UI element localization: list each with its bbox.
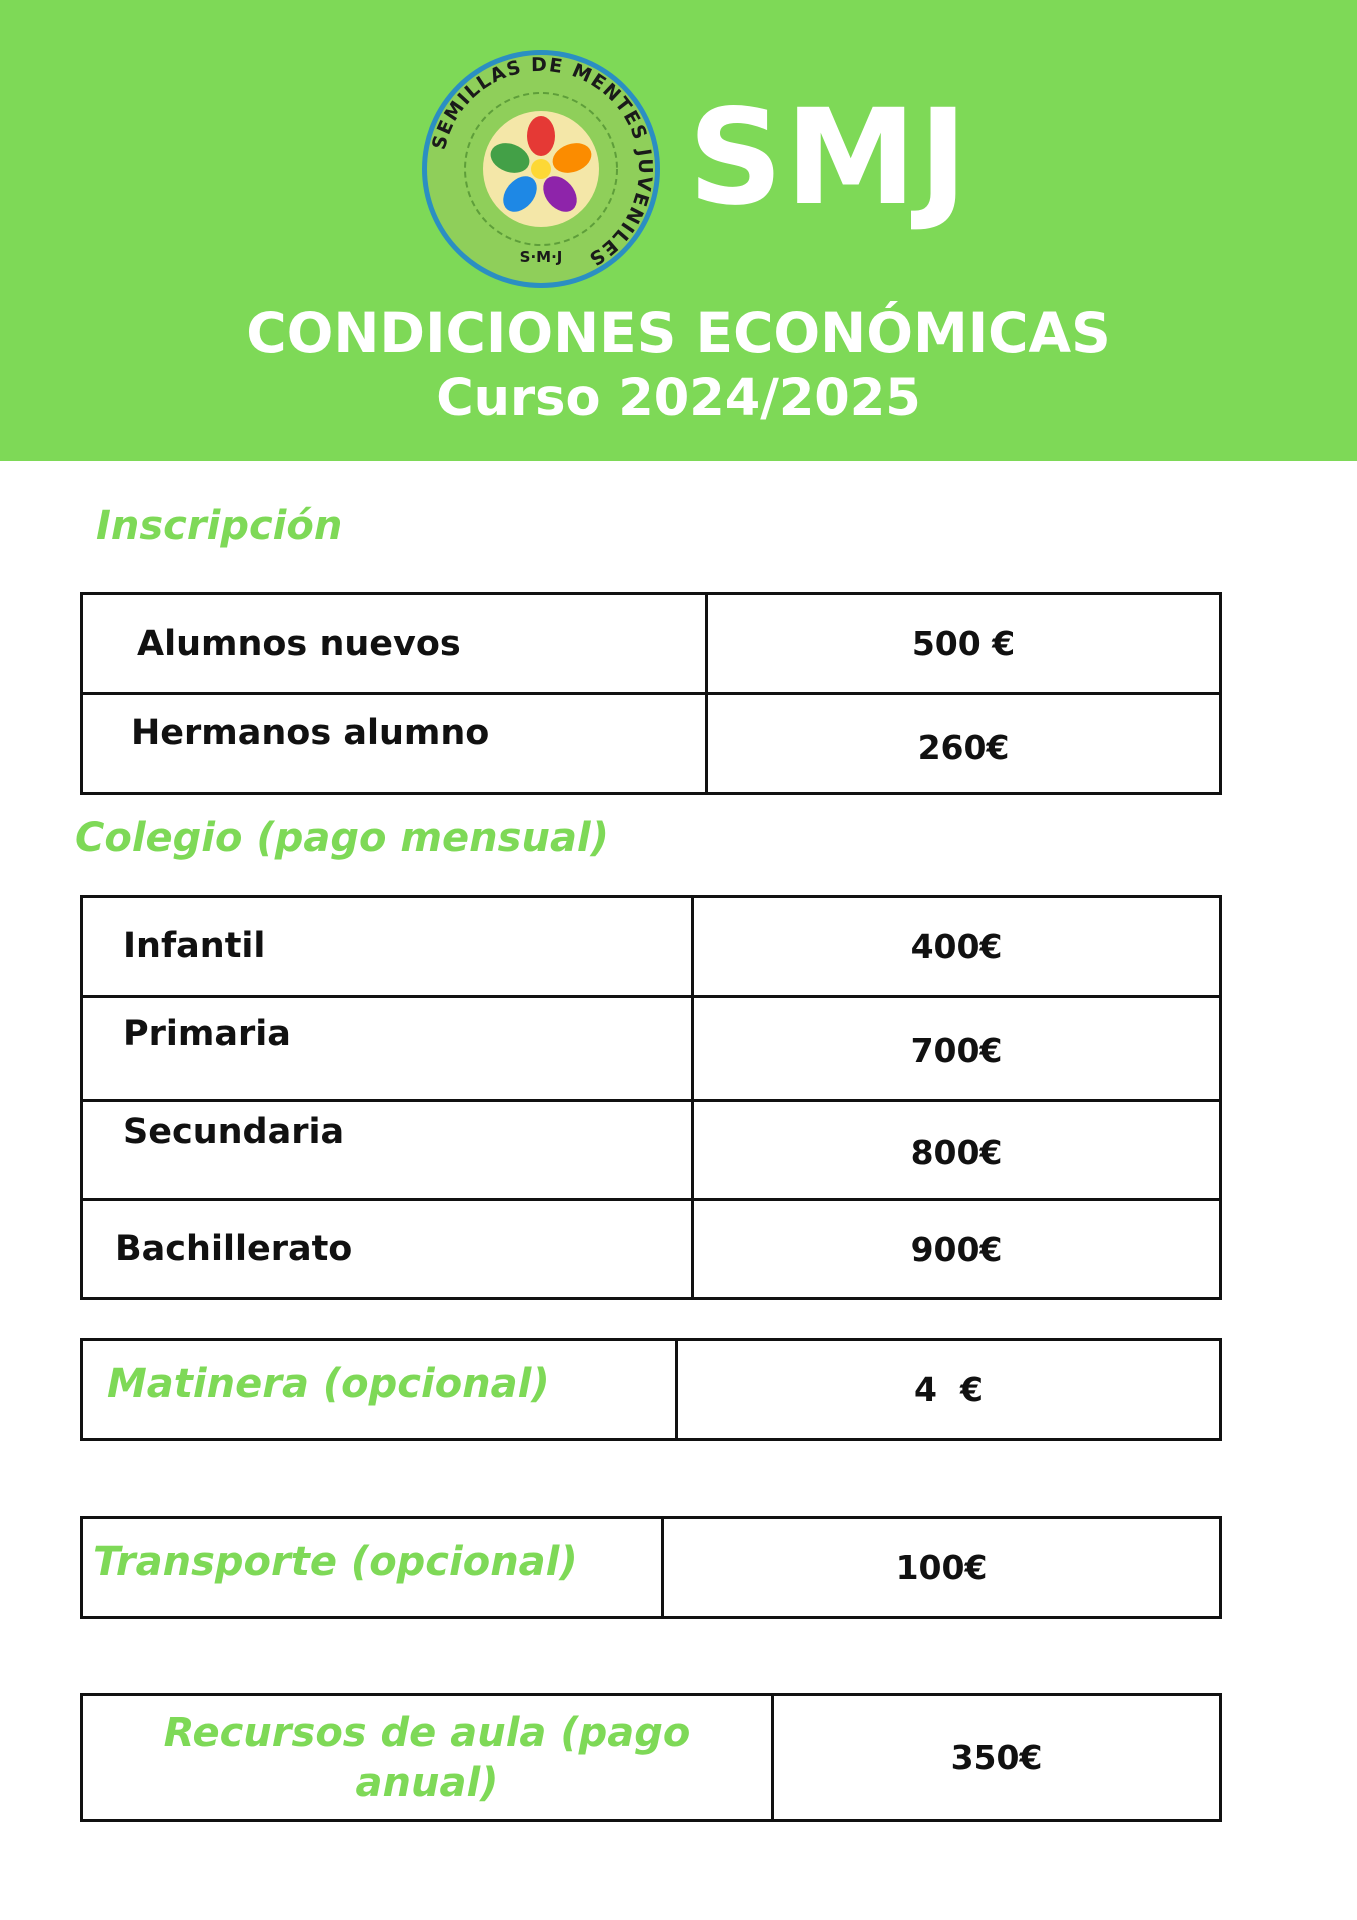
row-value: 500 €	[707, 594, 1221, 694]
transporte-value: 100€	[663, 1518, 1221, 1618]
row-label: Hermanos alumno	[82, 694, 707, 794]
table-row	[82, 1695, 1221, 1821]
page-title: CONDICIONES ECONÓMICAS	[246, 301, 1111, 365]
table-row	[82, 594, 1221, 694]
section-label-colegio: Colegio (pago mensual)	[75, 815, 609, 861]
row-label: Alumnos nuevos	[82, 594, 707, 694]
inscripcion-table	[80, 592, 1222, 795]
matinera-table	[80, 1338, 1222, 1441]
logo-ring-text: SEMILLAS DE MENTES JUVENILES	[428, 53, 657, 271]
header-banner	[0, 0, 1357, 461]
colegio-table	[80, 895, 1222, 1300]
brand-name: SMJ	[688, 81, 970, 235]
page-subtitle: Curso 2024/2025	[436, 369, 921, 428]
logo-initials: S·M·J	[519, 248, 563, 266]
row-value: 700€	[693, 997, 1221, 1101]
transporte-label: Transporte (opcional)	[82, 1518, 663, 1618]
table-row	[82, 1518, 1221, 1618]
row-value: 900€	[693, 1200, 1221, 1299]
section-label-inscripcion: Inscripción	[96, 503, 343, 549]
recursos-label: Recursos de aula (pago anual)	[82, 1695, 773, 1821]
table-row	[82, 997, 1221, 1101]
row-label: Primaria	[82, 997, 693, 1101]
table-row	[82, 1340, 1221, 1440]
row-value: 260€	[707, 694, 1221, 794]
table-row	[82, 1101, 1221, 1200]
recursos-value: 350€	[773, 1695, 1221, 1821]
row-value: 800€	[693, 1101, 1221, 1200]
table-row	[82, 897, 1221, 997]
table-row	[82, 694, 1221, 794]
school-logo	[420, 48, 662, 290]
row-value: 400€	[693, 897, 1221, 997]
matinera-value: 4 €	[677, 1340, 1221, 1440]
recursos-table	[80, 1693, 1222, 1822]
row-label: Secundaria	[82, 1101, 693, 1200]
row-label: Infantil	[82, 897, 693, 997]
row-label: Bachillerato	[82, 1200, 693, 1299]
table-row	[82, 1200, 1221, 1299]
transporte-table	[80, 1516, 1222, 1619]
matinera-label: Matinera (opcional)	[82, 1340, 677, 1440]
